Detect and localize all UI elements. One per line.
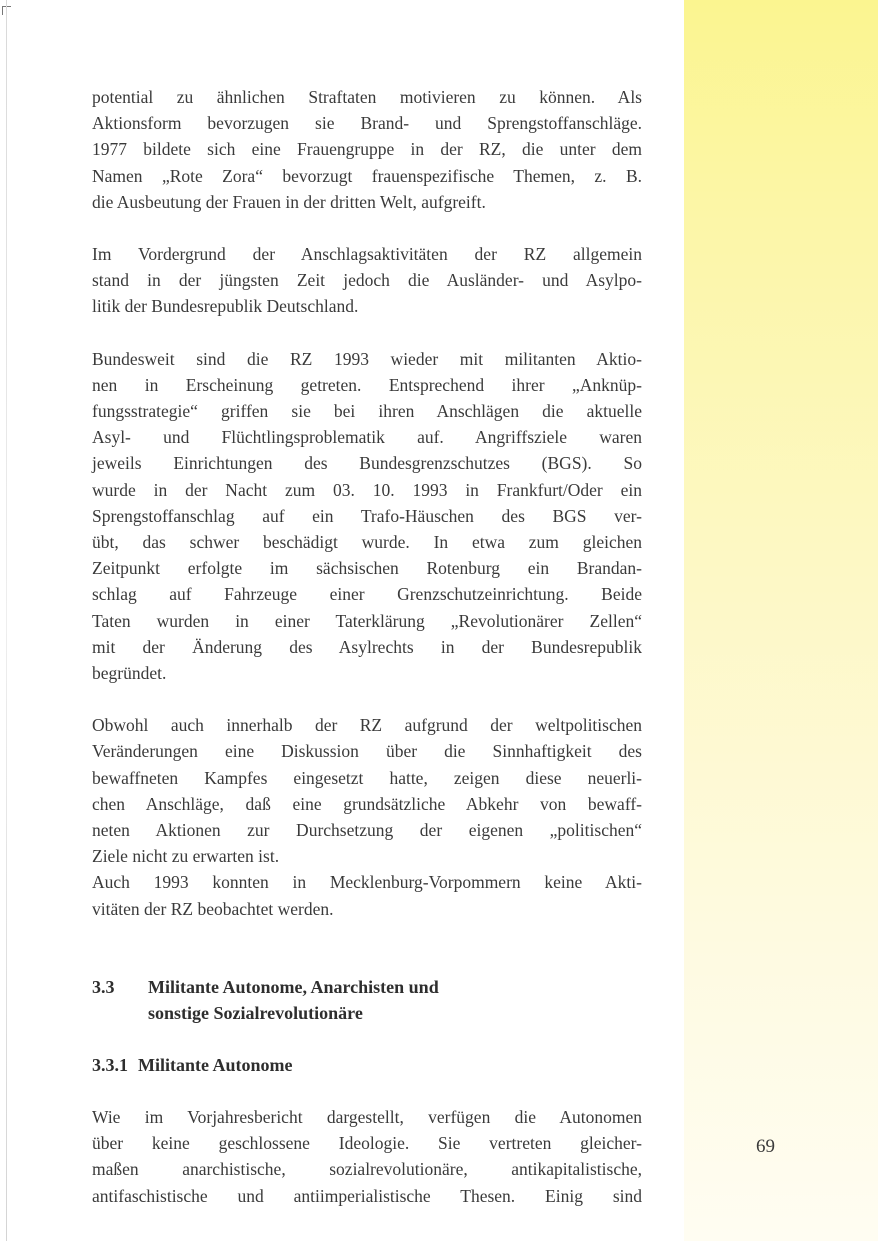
section-title <box>148 974 439 1026</box>
section-title-line: sonstige Sozialrevolutionäre <box>148 1002 363 1023</box>
section-number: 3.3 <box>92 976 115 997</box>
text-line: vitäten der RZ beobachtet werden. <box>92 898 334 919</box>
text-line: wurde in der Nacht zum 03. 10. 1993 in Frankfurt/Oder ein <box>92 479 642 500</box>
paragraph-rz-actions <box>92 84 642 215</box>
text-line: fungsstrategie“ griffen sie bei ihren Anschlägen die aktuelle <box>92 401 642 422</box>
text-line: Asyl- und Flüchtlingsproblematik auf. Angriffsziele waren <box>92 427 642 448</box>
section-heading-3-3 <box>92 974 642 1026</box>
text-line: Bundesweit sind die RZ 1993 wieder mit militanten Aktio- <box>92 348 642 369</box>
paragraph-autonome-ideology <box>92 1104 642 1209</box>
margin-color-band <box>684 0 878 1241</box>
text-line: übt, das schwer beschädigt wurde. In etwa zum gleichen <box>92 532 642 553</box>
section-heading-3-3-1 <box>92 1052 642 1078</box>
page-number: 69 <box>756 1136 775 1157</box>
text-line: schlag auf Fahrzeuge einer Grenzschutzeinrichtung. Beide <box>92 584 642 605</box>
scan-edge-line <box>6 0 7 1241</box>
paragraph-mv-no-activity <box>92 869 642 921</box>
text-line: Obwohl auch innerhalb der RZ aufgrund der weltpolitischen <box>92 715 642 736</box>
text-line: stand in der jüngsten Zeit jedoch die Ausländer- und Asylpo- <box>92 270 642 291</box>
paragraph-armed-struggle <box>92 712 642 869</box>
text-line: Sprengstoffanschlag auf ein Trafo-Häuschen des BGS ver- <box>92 505 642 526</box>
text-line: chen Anschläge, daß eine grundsätzliche Abkehr von bewaff- <box>92 793 642 814</box>
text-line: litik der Bundesrepublik Deutschland. <box>92 296 359 317</box>
text-line: antifaschistische und antiimperialistische Thesen. Einig sind <box>92 1185 642 1206</box>
section-title: Militante Autonome <box>138 1054 293 1075</box>
text-line: Wie im Vorjahresbericht dargestellt, verfügen die Autonomen <box>92 1106 642 1127</box>
text-line: Auch 1993 konnten in Mecklenburg-Vorpommern keine Akti- <box>92 872 642 893</box>
text-line: Namen „Rote Zora“ bevorzugt frauenspezifische Themen, z. B. <box>92 165 642 186</box>
text-line: jeweils Einrichtungen des Bundesgrenzschutzes (BGS). So <box>92 453 642 474</box>
section-number: 3.3.1 <box>92 1054 128 1075</box>
text-line: mit der Änderung des Asylrechts in der Bundesrepublik <box>92 636 642 657</box>
paragraph-asylum-focus <box>92 241 642 320</box>
text-line: potential zu ähnlichen Straftaten motivieren zu können. Als <box>92 87 642 107</box>
text-line: bewaffneten Kampfes eingesetzt hatte, zeigen diese neuerli- <box>92 767 642 788</box>
text-line: die Ausbeutung der Frauen in der dritten Welt, aufgreift. <box>92 191 486 212</box>
text-column <box>92 84 642 1209</box>
text-line: Taten wurden in einer Taterklärung „Revolutionärer Zellen“ <box>92 610 642 631</box>
text-line: Aktionsform bevorzugen sie Brand- und Sprengstoffanschläge. <box>92 113 642 134</box>
text-line: begründet. <box>92 663 167 684</box>
text-line: nen in Erscheinung getreten. Entsprechend ihrer „Anknüp- <box>92 374 642 395</box>
text-line: Im Vordergrund der Anschlagsaktivitäten der RZ allgemein <box>92 244 642 265</box>
section-title-line: Militante Autonome, Anarchisten und <box>148 976 439 997</box>
text-line: über keine geschlossene Ideologie. Sie vertreten gleicher- <box>92 1133 642 1154</box>
text-line: Ziele nicht zu erwarten ist. <box>92 846 280 867</box>
text-line: 1977 bildete sich eine Frauengruppe in der RZ, die unter dem <box>92 139 642 160</box>
text-line: Veränderungen eine Diskussion über die Sinnhaftigkeit des <box>92 741 642 762</box>
text-line: maßen anarchistische, sozialrevolutionäre, antikapitalistische, <box>92 1159 642 1180</box>
text-line: Zeitpunkt erfolgte im sächsischen Rotenburg ein Brandan- <box>92 558 642 579</box>
text-line: neten Aktionen zur Durchsetzung der eigenen „politischen“ <box>92 820 642 841</box>
paragraph-1993-attacks <box>92 346 642 687</box>
